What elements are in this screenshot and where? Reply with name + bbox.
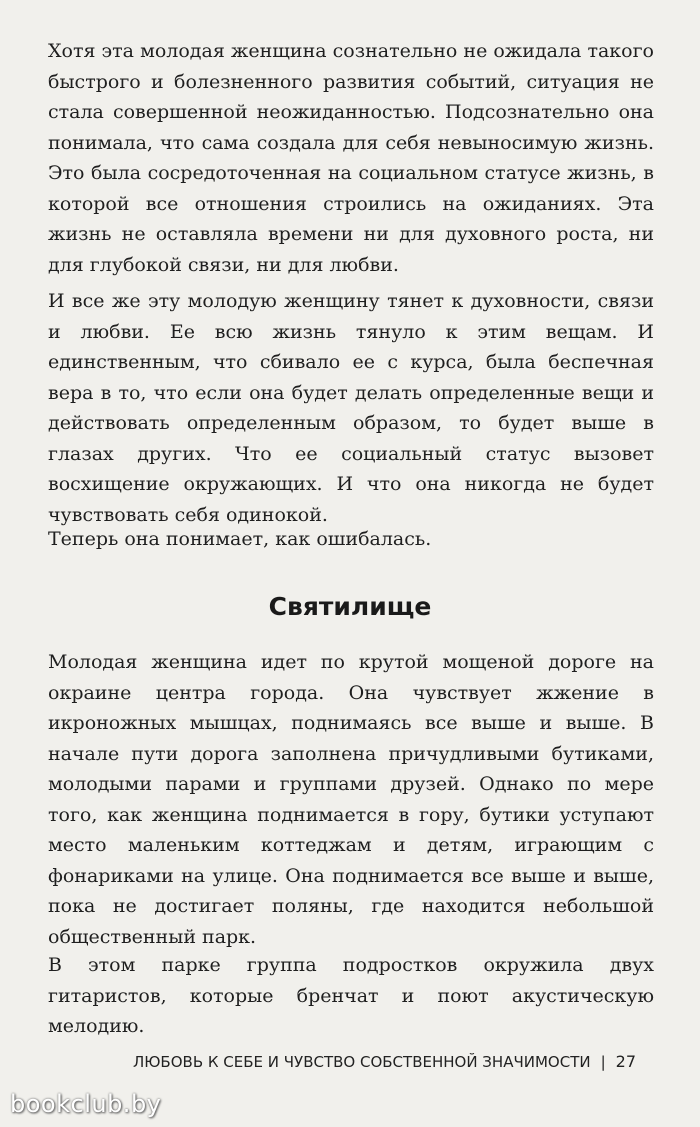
section-paragraph-2 xyxy=(48,950,654,1042)
page-footer xyxy=(133,1052,636,1071)
paragraph-text: Молодая женщина идет по крутой мощеной дороге на окраине центра города. Она чувствует жжение в икроножных мышцах, поднимаясь все выше и выше. В начале пути дорога заполнена причудливыми бутиками, молодыми парами и группами друзей. Однако по мере того, как женщина поднимается в гору, бутики уступают место маленьким коттеджам и детям, играющим с фонариками на улице. Она поднимается все выше и выше, пока не достигает поляны, где находится небольшой общественный парк. xyxy=(48,651,654,948)
page-number: 27 xyxy=(615,1052,636,1071)
paragraph-2 xyxy=(48,286,654,530)
paragraph-text: Хотя эта молодая женщина сознательно не ожидала такого быстрого и болезненного развития событий, ситуация не стала совершенной неожиданностью. Подсознательно она понимала, что сама создала для себя невыносимую жизнь. Это была сосредоточенная на социальном статусе жизнь, в которой все отношения строились на ожиданиях. Эта жизнь не оставляла времени ни для духовного роста, ни для глубокой связи, ни для любви. xyxy=(48,40,654,276)
paragraph-1 xyxy=(48,36,654,280)
watermark: bookclub.by xyxy=(10,1090,162,1118)
section-paragraph-1 xyxy=(48,647,654,952)
paragraph-text: Теперь она понимает, как ошибалась. xyxy=(48,528,432,550)
running-title: ЛЮБОВЬ К СЕБЕ И ЧУВСТВО СОБСТВЕННОЙ ЗНАЧИМОСТИ xyxy=(132,1053,591,1071)
footer-separator: | xyxy=(600,1053,606,1071)
paragraph-3 xyxy=(48,524,654,555)
paragraph-text: В этом парке группа подростков окружила двух гитаристов, которые бренчат и поют акустическую мелодию. xyxy=(48,954,654,1037)
section-heading: Святилище xyxy=(268,592,432,621)
paragraph-text: И все же эту молодую женщину тянет к духовности, связи и любви. Ее всю жизнь тянуло к этим вещам. И единственным, что сбивало ее с курса, была беспечная вера в то, что если она будет делать определенные вещи и действовать определенным образом, то будет выше в глазах других. Что ее социальный статус вызовет восхищение окружающих. И что она никогда не будет чувствовать себя одинокой. xyxy=(48,290,654,526)
